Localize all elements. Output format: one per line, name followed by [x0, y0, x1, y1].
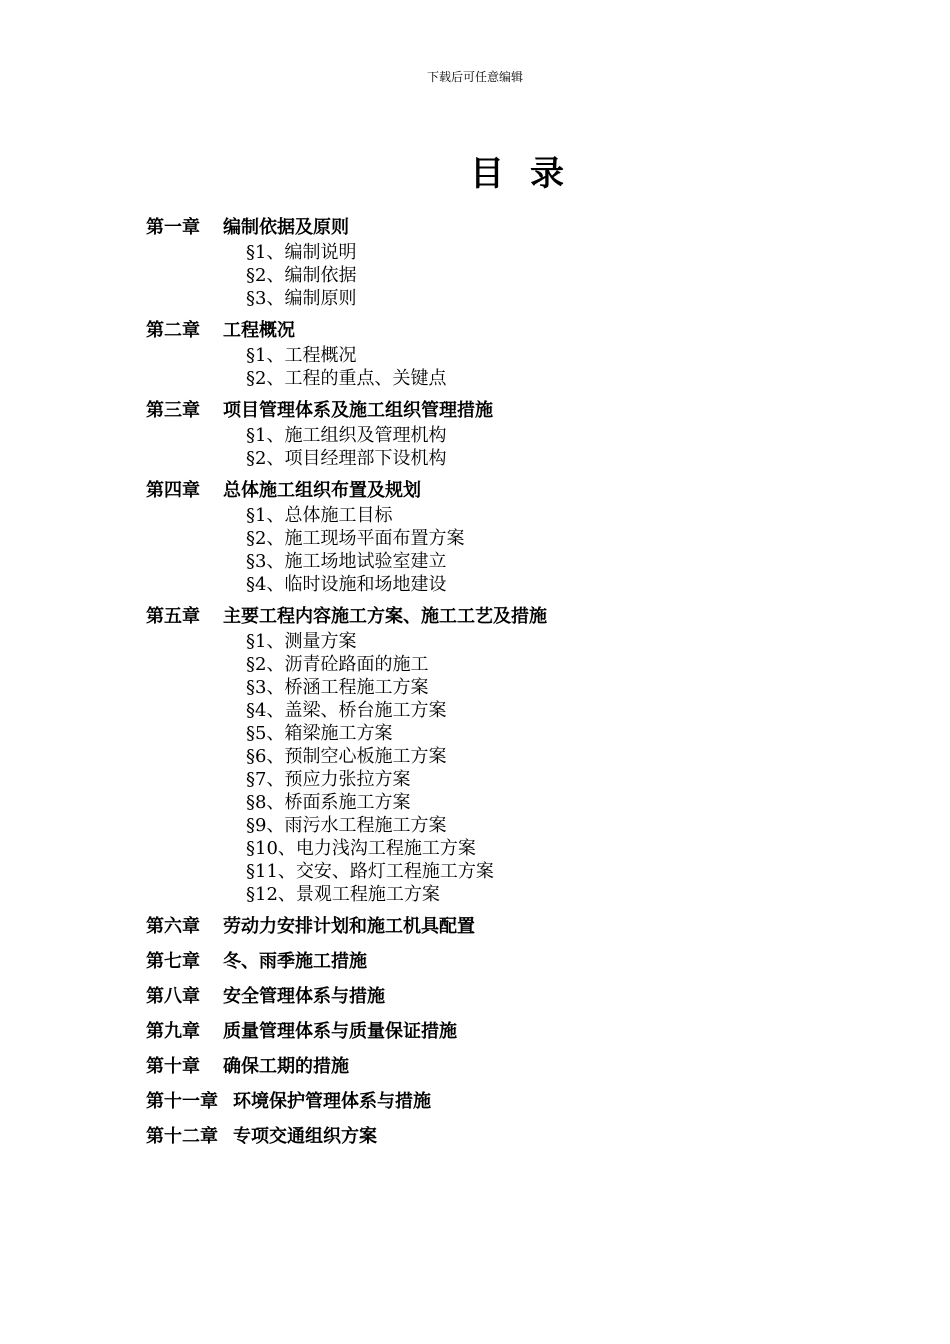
section-list	[246, 504, 866, 596]
chapter-title: 主要工程内容施工方案、施工工艺及措施	[223, 606, 547, 627]
toc-chapter	[146, 949, 866, 975]
toc-section-item[interactable]: §11、交安、路灯工程施工方案	[246, 861, 494, 882]
table-of-contents	[146, 215, 866, 1159]
chapter-title: 安全管理体系与措施	[223, 986, 385, 1007]
toc-section-item[interactable]: §7、预应力张拉方案	[246, 769, 411, 790]
toc-chapter	[146, 1019, 866, 1045]
chapter-heading[interactable]	[146, 478, 866, 504]
chapter-number: 第十二章	[146, 1126, 218, 1147]
chapter-number: 第五章	[146, 606, 200, 627]
toc-chapter	[146, 1124, 866, 1150]
chapter-number: 第十一章	[146, 1091, 218, 1112]
toc-section-item[interactable]: §9、雨污水工程施工方案	[246, 815, 447, 836]
toc-section-item[interactable]: §3、编制原则	[246, 288, 357, 309]
toc-chapter	[146, 215, 866, 310]
section-list	[246, 630, 866, 906]
chapter-title: 劳动力安排计划和施工机具配置	[223, 916, 475, 937]
chapter-heading[interactable]	[146, 914, 866, 940]
section-list	[246, 241, 866, 310]
toc-chapter	[146, 604, 866, 906]
toc-section-item[interactable]: §8、桥面系施工方案	[246, 792, 411, 813]
toc-section-item[interactable]: §1、总体施工目标	[246, 505, 393, 526]
toc-section-item[interactable]: §2、工程的重点、关键点	[246, 368, 447, 389]
chapter-heading[interactable]	[146, 1089, 866, 1115]
chapter-number: 第二章	[146, 320, 200, 341]
chapter-number: 第十章	[146, 1056, 200, 1077]
chapter-title: 编制依据及原则	[223, 217, 349, 238]
chapter-number: 第八章	[146, 986, 200, 1007]
chapter-heading[interactable]	[146, 1054, 866, 1080]
toc-section-item[interactable]: §4、临时设施和场地建设	[246, 574, 447, 595]
section-list	[246, 344, 866, 390]
chapter-title: 环境保护管理体系与措施	[233, 1091, 431, 1112]
toc-section-item[interactable]: §6、预制空心板施工方案	[246, 746, 447, 767]
toc-chapter	[146, 1054, 866, 1080]
chapter-number: 第六章	[146, 916, 200, 937]
chapter-heading[interactable]	[146, 318, 866, 344]
chapter-title: 冬、雨季施工措施	[223, 951, 367, 972]
chapter-number: 第七章	[146, 951, 200, 972]
toc-section-item[interactable]: §5、箱梁施工方案	[246, 723, 393, 744]
chapter-title: 质量管理体系与质量保证措施	[223, 1021, 457, 1042]
toc-section-item[interactable]: §1、施工组织及管理机构	[246, 425, 447, 446]
chapter-heading[interactable]	[146, 1124, 866, 1150]
chapter-number: 第四章	[146, 480, 200, 501]
header-note: 下载后可任意编辑	[426, 70, 523, 84]
chapter-heading[interactable]	[146, 604, 866, 630]
chapter-heading[interactable]	[146, 949, 866, 975]
toc-section-item[interactable]: §3、桥涵工程施工方案	[246, 677, 429, 698]
page-title: 目录	[470, 154, 590, 194]
toc-section-item[interactable]: §1、测量方案	[246, 631, 357, 652]
toc-section-item[interactable]: §10、电力浅沟工程施工方案	[246, 838, 476, 859]
toc-section-item[interactable]: §2、施工现场平面布置方案	[246, 528, 465, 549]
chapter-title: 总体施工组织布置及规划	[223, 480, 421, 501]
toc-section-item[interactable]: §2、项目经理部下设机构	[246, 448, 447, 469]
toc-chapter	[146, 1089, 866, 1115]
chapter-title: 项目管理体系及施工组织管理措施	[223, 400, 493, 421]
chapter-heading[interactable]	[146, 398, 866, 424]
toc-section-item[interactable]: §1、工程概况	[246, 345, 357, 366]
chapter-heading[interactable]	[146, 215, 866, 241]
toc-section-item[interactable]: §12、景观工程施工方案	[246, 884, 440, 905]
toc-section-item[interactable]: §4、盖梁、桥台施工方案	[246, 700, 447, 721]
chapter-number: 第一章	[146, 217, 200, 238]
toc-section-item[interactable]: §2、编制依据	[246, 265, 357, 286]
toc-section-item[interactable]: §1、编制说明	[246, 242, 357, 263]
chapter-title: 专项交通组织方案	[233, 1126, 377, 1147]
chapter-heading[interactable]	[146, 1019, 866, 1045]
chapter-number: 第三章	[146, 400, 200, 421]
chapter-heading[interactable]	[146, 984, 866, 1010]
toc-chapter	[146, 398, 866, 470]
toc-chapter	[146, 478, 866, 596]
toc-chapter	[146, 318, 866, 390]
toc-chapter	[146, 984, 866, 1010]
chapter-number: 第九章	[146, 1021, 200, 1042]
chapter-title: 工程概况	[223, 320, 295, 341]
section-list	[246, 424, 866, 470]
chapter-title: 确保工期的措施	[223, 1056, 349, 1077]
toc-section-item[interactable]: §3、施工场地试验室建立	[246, 551, 447, 572]
toc-section-item[interactable]: §2、沥青砼路面的施工	[246, 654, 429, 675]
toc-chapter	[146, 914, 866, 940]
